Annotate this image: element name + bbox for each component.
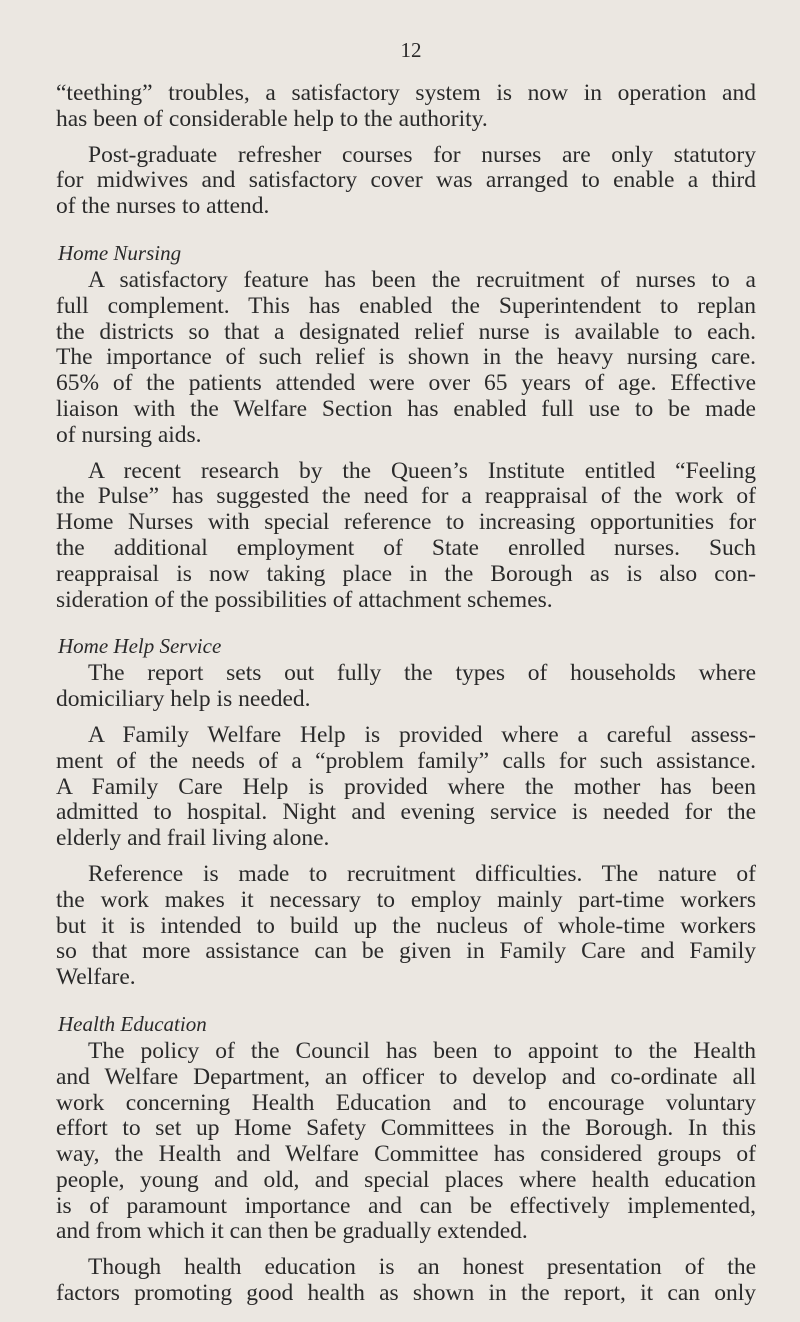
text-line: The policy of the Council has been to appoint to the Health: [88, 1037, 756, 1064]
text-line: A recent research by the Queen’s Institute entitled “Feeling: [88, 457, 756, 484]
paragraph: [56, 268, 756, 449]
text-line: and Welfare Department, an officer to develop and co-ordinate all: [56, 1063, 756, 1090]
paragraph: [56, 862, 756, 991]
paragraph: [56, 723, 756, 852]
text-line: has been of considerable help to the authority.: [56, 105, 488, 132]
paragraph: [56, 661, 756, 713]
section: [56, 81, 756, 220]
text-line: for midwives and satisfactory cover was arranged to enable a third: [56, 167, 756, 194]
text-line: Post-graduate refresher courses for nurses are only statutory: [88, 141, 756, 168]
text-line: 65% of the patients attended were over 65 years of age. Effective: [56, 370, 756, 397]
paragraph: [56, 81, 756, 133]
section: [56, 633, 756, 991]
text-line: is of paramount importance and can be effectively implemented,: [56, 1192, 756, 1219]
text-line: so that more assistance can be given in Family Care and Family: [56, 938, 756, 965]
text-line: of nursing aids.: [56, 421, 202, 448]
text-line: people, young and old, and special places where health education: [56, 1166, 756, 1193]
text-line: domiciliary help is needed.: [56, 686, 311, 713]
text-line: sideration of the possibilities of attachment schemes.: [56, 586, 553, 613]
text-line: the work makes it necessary to employ mainly part-time workers: [56, 886, 756, 913]
text-line: of the nurses to attend.: [56, 193, 270, 220]
text-line: Welfare.: [56, 964, 136, 991]
text-line: the Pulse” has suggested the need for a reappraisal of the work of: [56, 483, 756, 510]
text-line: the districts so that a designated relief nurse is available to each.: [56, 318, 756, 345]
body-text: [56, 81, 756, 1307]
text-line: admitted to hospital. Night and evening service is needed for the: [56, 799, 756, 826]
section-heading: Home Help Service: [58, 634, 222, 659]
text-line: work concerning Health Education and to encourage voluntary: [56, 1089, 756, 1116]
paragraph: [56, 1039, 756, 1245]
page-number: 12: [400, 38, 422, 62]
text-line: the additional employment of State enrolled nurses. Such: [56, 534, 756, 561]
section: [56, 240, 756, 613]
text-line: ment of the needs of a “problem family” calls for such assistance.: [56, 747, 756, 774]
text-line: but it is intended to build up the nucleus of whole-time workers: [56, 912, 756, 939]
text-line: reappraisal is now taking place in the Borough as is also con-: [56, 560, 756, 587]
paragraph: [56, 143, 756, 220]
paragraph: [56, 1255, 756, 1307]
text-line: Though health education is an honest presentation of the: [88, 1254, 756, 1281]
text-line: The importance of such relief is shown in the heavy nursing care.: [56, 344, 756, 371]
text-line: A Family Welfare Help is provided where a careful assess-: [88, 721, 756, 748]
text-line: factors promoting good health as shown in the report, it can only: [56, 1280, 756, 1307]
section: [56, 1011, 756, 1307]
text-line: and from which it can then be gradually extended.: [56, 1218, 528, 1245]
section-heading: Health Education: [58, 1011, 207, 1036]
text-line: “teething” troubles, a satisfactory system is now in operation and: [56, 80, 756, 106]
text-line: Reference is made to recruitment difficulties. The nature of: [88, 860, 756, 887]
text-line: The report sets out fully the types of households where: [88, 660, 756, 687]
text-line: way, the Health and Welfare Committee has considered groups of: [56, 1141, 756, 1168]
text-line: effort to set up Home Safety Committees in the Borough. In this: [56, 1115, 756, 1142]
text-line: A satisfactory feature has been the recruitment of nurses to a: [88, 266, 756, 293]
paragraph: [56, 459, 756, 614]
text-line: liaison with the Welfare Section has enabled full use to be made: [56, 395, 756, 422]
text-line: A Family Care Help is provided where the mother has been: [56, 773, 756, 800]
section-heading: Home Nursing: [58, 240, 182, 265]
text-line: elderly and frail living alone.: [56, 825, 330, 852]
text-line: full complement. This has enabled the Superintendent to replan: [56, 292, 756, 319]
text-line: Home Nurses with special reference to increasing opportunities for: [56, 509, 756, 536]
